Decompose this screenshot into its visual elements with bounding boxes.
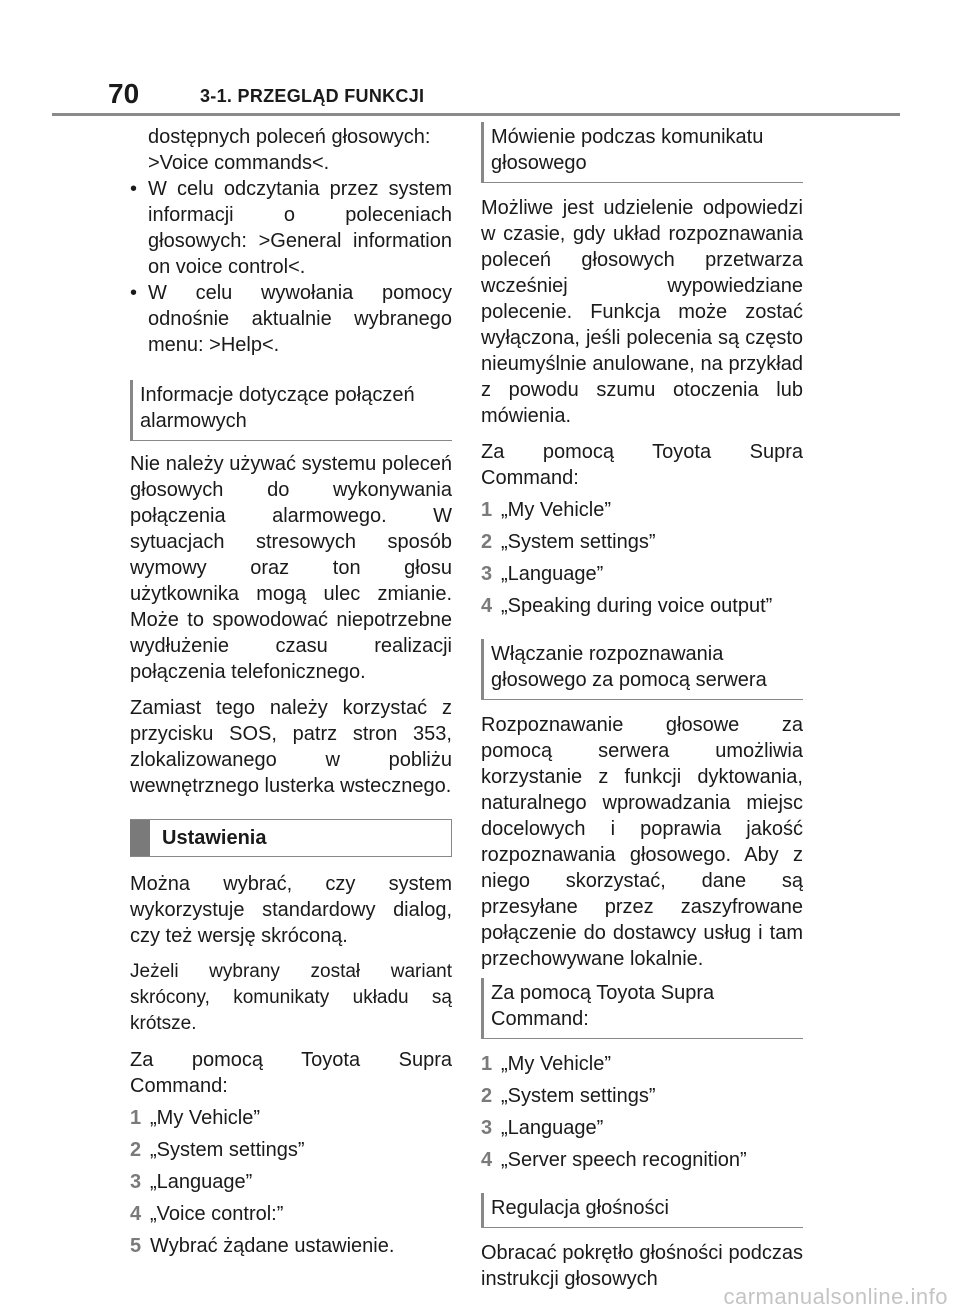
step-item: 5 Wybrać żądane ustawienie. <box>130 1235 395 1257</box>
emergency-heading: Informacje dotyczące połączeń alarmowych <box>130 380 452 441</box>
bullet-item: • W celu odczytania przez system informacji o poleceniach głosowych: >General information on voice control<. <box>130 178 452 278</box>
bullet-dot-icon: • <box>130 282 138 304</box>
volume-paragraph-1: Obracać pokrętło głośności podczas instrukcji głosowych <box>481 1242 803 1290</box>
settings-paragraph-3: Za pomocą Toyota Supra Command: <box>130 1049 452 1097</box>
heading-marker-icon <box>130 820 150 856</box>
speaking-paragraph-1: Możliwe jest udzielenie odpowiedzi w czasie, gdy układ rozpoznawania poleceń głosowych przetwarza wcześniej wypowiedziane polecenie. Funkcja może zostać wyłączona, jeśli polecenia są często nieumyślnie anulowane, na przykład z powodu szumu otoczenia lub mówienia. <box>481 197 803 427</box>
speaking-paragraph-2: Za pomocą Toyota Supra Command: <box>481 441 803 489</box>
left-column <box>130 122 452 1259</box>
step-item: 1 „My Vehicle” <box>481 1053 612 1075</box>
step-item: 1 „My Vehicle” <box>481 499 612 521</box>
step-item: 4 „Server speech recognition” <box>481 1149 747 1171</box>
bullet-item: • W celu wywołania pomocy odnośnie aktualnie wybranego menu: >Help<. <box>130 282 452 356</box>
step-item: 3 „Language” <box>481 563 604 585</box>
step-item: 4 „Speaking during voice output” <box>481 595 773 617</box>
page-header <box>0 0 960 120</box>
speaking-heading: Mówienie podczas komunikatu głosowego <box>481 122 803 183</box>
step-item: 3 „Language” <box>130 1171 253 1193</box>
settings-paragraph-2: Jeżeli wybrany został wariant skrócony, komunikaty układu są krótsze. <box>130 961 452 1034</box>
step-item: 2 „System settings” <box>481 1085 656 1107</box>
settings-paragraph-1: Można wybrać, czy system wykorzystuje standardowy dialog, czy też wersję skróconą. <box>130 873 452 947</box>
emergency-paragraph-1: Nie należy używać systemu poleceń głosowych do wykonywania połączenia alarmowego. W sytuacjach stresowych sposób wymowy oraz ton głosu użytkownika mogą ulec zmianie. Może to spowodować niepotrzebne wydłużenie czasu realizacji połączenia telefonicznego. <box>130 453 452 683</box>
server-heading: Włączanie rozpoznawania głosowego za pomocą serwera <box>481 639 803 700</box>
right-column <box>481 122 803 1292</box>
step-item: 2 „System settings” <box>481 531 656 553</box>
intro-line-2: >Voice commands<. <box>148 152 330 174</box>
page-number: 70 <box>108 78 140 109</box>
step-item: 1 „My Vehicle” <box>130 1107 261 1129</box>
header-divider <box>52 113 900 116</box>
bullet-dot-icon: • <box>130 178 138 200</box>
section-title: 3-1. PRZEGLĄD FUNKCJI <box>200 86 425 106</box>
step-item: 4 „Voice control:” <box>130 1203 284 1225</box>
step-item: 3 „Language” <box>481 1117 604 1139</box>
step-item: 2 „System settings” <box>130 1139 305 1161</box>
volume-heading: Regulacja głośności <box>481 1193 803 1228</box>
server-command-heading: Za pomocą Toyota Supra Command: <box>481 978 803 1039</box>
watermark-text: carmanualsonline.info <box>723 1284 948 1309</box>
emergency-paragraph-2: Zamiast tego należy korzystać z przycisku SOS, patrz stron 353, zlokalizowanego w pobliżu wewnętrznego lusterka wstecznego. <box>130 697 452 797</box>
intro-line-1: dostępnych poleceń głosowych: <box>148 126 431 148</box>
settings-heading: Ustawienia <box>130 819 452 857</box>
server-paragraph-1: Rozpoznawanie głosowe za pomocą serwera umożliwia korzystanie z funkcji dyktowania, naturalnego wprowadzania miejsc docelowych i poprawia jakość rozpoznawania głosowego. Aby z niego skorzystać, dane są przesyłane przez zaszyfrowane połączenie do dostawcy usług i tam przechowywane lokalnie. <box>481 714 803 970</box>
